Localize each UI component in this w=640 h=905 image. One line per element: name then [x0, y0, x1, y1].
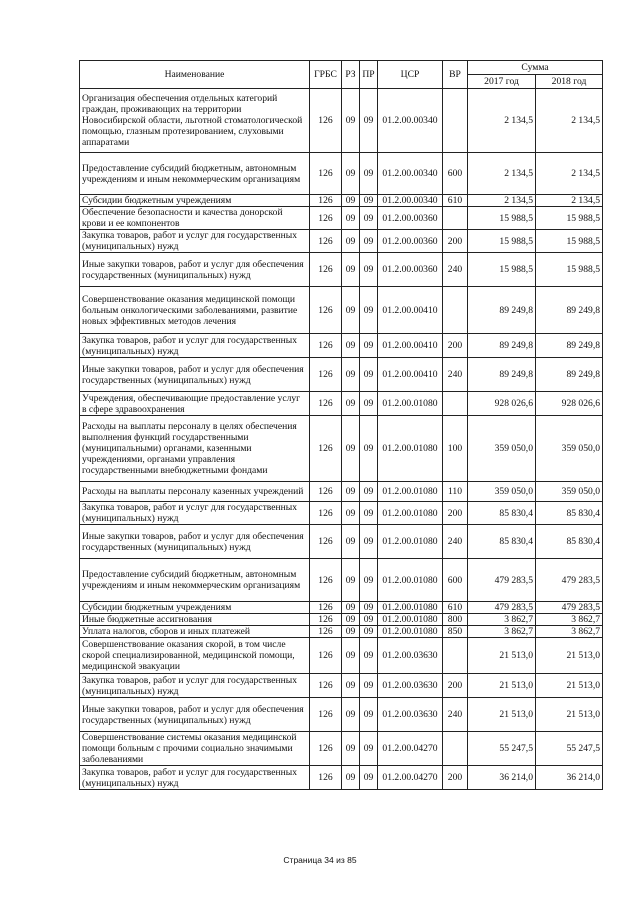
row-grbs: 126	[310, 626, 342, 638]
row-sum-2017: 928 026,6	[468, 392, 536, 416]
row-grbs: 126	[310, 766, 342, 790]
row-pr: 09	[360, 416, 378, 482]
row-rz: 09	[342, 674, 360, 698]
row-sum-2018: 2 134,5	[536, 89, 603, 153]
row-name: Иные бюджетные ассигнования	[80, 614, 310, 626]
row-pr: 09	[360, 207, 378, 230]
header-2018: 2018 год	[536, 75, 603, 89]
row-grbs: 126	[310, 602, 342, 614]
row-name: Иные закупки товаров, работ и услуг для обеспечения государственных (муниципальных) нужд	[80, 525, 310, 559]
row-name: Расходы на выплаты персоналу казенных учреждений	[80, 482, 310, 502]
row-sum-2018: 36 214,0	[536, 766, 603, 790]
table-row	[80, 602, 603, 614]
row-sum-2018: 89 249,8	[536, 287, 603, 334]
header-sum: Сумма	[468, 61, 603, 75]
row-vr: 600	[443, 153, 468, 195]
row-rz: 09	[342, 502, 360, 525]
row-sum-2017: 479 283,5	[468, 602, 536, 614]
row-csr: 01.2.00.00340	[378, 89, 443, 153]
row-sum-2017: 15 988,5	[468, 207, 536, 230]
row-grbs: 126	[310, 153, 342, 195]
row-vr: 240	[443, 698, 468, 732]
row-sum-2017: 479 283,5	[468, 559, 536, 602]
row-sum-2018: 55 247,5	[536, 732, 603, 766]
row-rz: 09	[342, 207, 360, 230]
row-pr: 09	[360, 358, 378, 392]
row-name: Совершенствование оказания медицинской помощи больным онкологическими заболеваниями, развитие новых эффективных методов лечения	[80, 287, 310, 334]
row-csr: 01.2.00.01080	[378, 525, 443, 559]
row-rz: 09	[342, 89, 360, 153]
row-sum-2017: 85 830,4	[468, 525, 536, 559]
row-csr: 01.2.00.00410	[378, 287, 443, 334]
row-pr: 09	[360, 766, 378, 790]
row-name: Закупка товаров, работ и услуг для государственных (муниципальных) нужд	[80, 334, 310, 358]
row-sum-2018: 928 026,6	[536, 392, 603, 416]
row-pr: 09	[360, 674, 378, 698]
row-csr: 01.2.00.01080	[378, 626, 443, 638]
row-sum-2017: 55 247,5	[468, 732, 536, 766]
row-rz: 09	[342, 602, 360, 614]
row-vr: 240	[443, 253, 468, 287]
row-csr: 01.2.00.01080	[378, 482, 443, 502]
row-vr	[443, 287, 468, 334]
row-vr: 200	[443, 766, 468, 790]
row-sum-2017: 359 050,0	[468, 416, 536, 482]
row-csr: 01.2.00.00410	[378, 334, 443, 358]
row-grbs: 126	[310, 698, 342, 732]
row-pr: 09	[360, 195, 378, 207]
table-row	[80, 626, 603, 638]
row-rz: 09	[342, 559, 360, 602]
row-sum-2017: 15 988,5	[468, 230, 536, 253]
row-csr: 01.2.00.00340	[378, 153, 443, 195]
row-grbs: 126	[310, 674, 342, 698]
header-name: Наименование	[80, 61, 310, 89]
row-rz: 09	[342, 525, 360, 559]
row-sum-2018: 89 249,8	[536, 358, 603, 392]
row-vr	[443, 392, 468, 416]
table-row	[80, 525, 603, 559]
row-sum-2018: 21 513,0	[536, 698, 603, 732]
row-grbs: 126	[310, 638, 342, 674]
row-sum-2018: 89 249,8	[536, 334, 603, 358]
row-rz: 09	[342, 416, 360, 482]
row-sum-2017: 21 513,0	[468, 674, 536, 698]
table-row	[80, 230, 603, 253]
row-rz: 09	[342, 392, 360, 416]
row-name: Обеспечение безопасности и качества донорской крови и ее компонентов	[80, 207, 310, 230]
row-grbs: 126	[310, 614, 342, 626]
row-grbs: 126	[310, 392, 342, 416]
row-rz: 09	[342, 482, 360, 502]
row-csr: 01.2.00.01080	[378, 416, 443, 482]
header-vr: ВР	[443, 61, 468, 89]
row-sum-2017: 85 830,4	[468, 502, 536, 525]
row-pr: 09	[360, 482, 378, 502]
budget-table	[79, 60, 603, 790]
row-vr	[443, 207, 468, 230]
row-sum-2017: 3 862,7	[468, 614, 536, 626]
row-pr: 09	[360, 732, 378, 766]
row-name: Иные закупки товаров, работ и услуг для обеспечения государственных (муниципальных) нужд	[80, 253, 310, 287]
row-sum-2017: 89 249,8	[468, 358, 536, 392]
row-grbs: 126	[310, 732, 342, 766]
row-name: Закупка товаров, работ и услуг для государственных (муниципальных) нужд	[80, 766, 310, 790]
row-sum-2018: 3 862,7	[536, 626, 603, 638]
table-row	[80, 195, 603, 207]
table-row	[80, 482, 603, 502]
page-footer: Страница 34 из 85	[283, 855, 357, 865]
row-csr: 01.2.00.03630	[378, 674, 443, 698]
row-pr: 09	[360, 334, 378, 358]
row-sum-2017: 89 249,8	[468, 287, 536, 334]
row-rz: 09	[342, 153, 360, 195]
row-rz: 09	[342, 287, 360, 334]
row-vr: 200	[443, 334, 468, 358]
row-pr: 09	[360, 287, 378, 334]
row-pr: 09	[360, 392, 378, 416]
row-csr: 01.2.00.00410	[378, 358, 443, 392]
row-name: Закупка товаров, работ и услуг для государственных (муниципальных) нужд	[80, 230, 310, 253]
row-vr: 100	[443, 416, 468, 482]
row-name: Иные закупки товаров, работ и услуг для обеспечения государственных (муниципальных) нужд	[80, 698, 310, 732]
row-vr	[443, 732, 468, 766]
row-grbs: 126	[310, 195, 342, 207]
table-row	[80, 358, 603, 392]
row-sum-2018: 15 988,5	[536, 230, 603, 253]
row-grbs: 126	[310, 525, 342, 559]
row-pr: 09	[360, 153, 378, 195]
table-row	[80, 766, 603, 790]
row-pr: 09	[360, 89, 378, 153]
row-csr: 01.2.00.01080	[378, 559, 443, 602]
row-grbs: 126	[310, 230, 342, 253]
table-row	[80, 334, 603, 358]
row-rz: 09	[342, 698, 360, 732]
row-name: Предоставление субсидий бюджетным, автономным учреждениям и иным некоммерческим организациям	[80, 559, 310, 602]
row-sum-2018: 21 513,0	[536, 638, 603, 674]
row-grbs: 126	[310, 358, 342, 392]
table-row	[80, 392, 603, 416]
row-pr: 09	[360, 502, 378, 525]
row-name: Закупка товаров, работ и услуг для государственных (муниципальных) нужд	[80, 674, 310, 698]
row-rz: 09	[342, 732, 360, 766]
row-sum-2017: 3 862,7	[468, 626, 536, 638]
row-name: Организация обеспечения отдельных категорий граждан, проживающих на территории Новосибирской области, льготной стоматологической помощью, глазным протезированием, слуховыми аппаратами	[80, 89, 310, 153]
row-sum-2017: 2 134,5	[468, 153, 536, 195]
row-csr: 01.2.00.01080	[378, 614, 443, 626]
row-sum-2017: 21 513,0	[468, 698, 536, 732]
table-row	[80, 287, 603, 334]
row-vr: 240	[443, 358, 468, 392]
row-sum-2017: 36 214,0	[468, 766, 536, 790]
row-name: Уплата налогов, сборов и иных платежей	[80, 626, 310, 638]
row-rz: 09	[342, 626, 360, 638]
row-sum-2017: 2 134,5	[468, 195, 536, 207]
row-vr: 110	[443, 482, 468, 502]
row-csr: 01.2.00.04270	[378, 732, 443, 766]
row-csr: 01.2.00.00360	[378, 253, 443, 287]
row-vr	[443, 638, 468, 674]
row-sum-2018: 85 830,4	[536, 502, 603, 525]
row-name: Предоставление субсидий бюджетным, автономным учреждениям и иным некоммерческим организациям	[80, 153, 310, 195]
table-row	[80, 559, 603, 602]
table-row	[80, 698, 603, 732]
row-grbs: 126	[310, 89, 342, 153]
row-csr: 01.2.00.00340	[378, 195, 443, 207]
row-name: Закупка товаров, работ и услуг для государственных (муниципальных) нужд	[80, 502, 310, 525]
header-pr: ПР	[360, 61, 378, 89]
row-csr: 01.2.00.01080	[378, 392, 443, 416]
row-grbs: 126	[310, 416, 342, 482]
row-vr: 800	[443, 614, 468, 626]
table-row	[80, 732, 603, 766]
row-sum-2018: 479 283,5	[536, 602, 603, 614]
row-pr: 09	[360, 638, 378, 674]
header-rz: РЗ	[342, 61, 360, 89]
row-pr: 09	[360, 559, 378, 602]
row-grbs: 126	[310, 207, 342, 230]
row-vr: 600	[443, 559, 468, 602]
header-grbs: ГРБС	[310, 61, 342, 89]
row-rz: 09	[342, 253, 360, 287]
row-sum-2018: 3 862,7	[536, 614, 603, 626]
row-rz: 09	[342, 358, 360, 392]
row-csr: 01.2.00.01080	[378, 602, 443, 614]
row-pr: 09	[360, 602, 378, 614]
row-name: Совершенствование системы оказания медицинской помощи больным с прочими социально значимыми заболеваниями	[80, 732, 310, 766]
row-grbs: 126	[310, 287, 342, 334]
row-name: Совершенствование оказания скорой, в том числе скорой специализированной, медицинской помощи, медицинской эвакуации	[80, 638, 310, 674]
row-sum-2018: 359 050,0	[536, 482, 603, 502]
row-sum-2018: 21 513,0	[536, 674, 603, 698]
row-rz: 09	[342, 230, 360, 253]
row-sum-2017: 359 050,0	[468, 482, 536, 502]
row-vr	[443, 89, 468, 153]
row-name: Иные закупки товаров, работ и услуг для обеспечения государственных (муниципальных) нужд	[80, 358, 310, 392]
row-name: Субсидии бюджетным учреждениям	[80, 195, 310, 207]
row-vr: 610	[443, 602, 468, 614]
row-csr: 01.2.00.04270	[378, 766, 443, 790]
row-grbs: 126	[310, 334, 342, 358]
row-sum-2018: 2 134,5	[536, 153, 603, 195]
table-row	[80, 502, 603, 525]
row-csr: 01.2.00.01080	[378, 502, 443, 525]
row-sum-2017: 89 249,8	[468, 334, 536, 358]
row-rz: 09	[342, 195, 360, 207]
row-sum-2018: 15 988,5	[536, 253, 603, 287]
row-grbs: 126	[310, 253, 342, 287]
table-row	[80, 153, 603, 195]
row-rz: 09	[342, 614, 360, 626]
row-pr: 09	[360, 614, 378, 626]
row-rz: 09	[342, 334, 360, 358]
row-rz: 09	[342, 638, 360, 674]
row-grbs: 126	[310, 482, 342, 502]
row-sum-2018: 85 830,4	[536, 525, 603, 559]
row-csr: 01.2.00.00360	[378, 207, 443, 230]
row-pr: 09	[360, 626, 378, 638]
row-name: Учреждения, обеспечивающие предоставление услуг в сфере здравоохранения	[80, 392, 310, 416]
row-pr: 09	[360, 230, 378, 253]
row-sum-2017: 21 513,0	[468, 638, 536, 674]
row-rz: 09	[342, 766, 360, 790]
row-csr: 01.2.00.03630	[378, 698, 443, 732]
table-row	[80, 614, 603, 626]
row-name: Расходы на выплаты персоналу в целях обеспечения выполнения функций государственными (муниципальными) органами, казенными учреждениями, органами управления государственными внебюджетными фондами	[80, 416, 310, 482]
header-csr: ЦСР	[378, 61, 443, 89]
table-row	[80, 416, 603, 482]
table-row	[80, 207, 603, 230]
row-pr: 09	[360, 253, 378, 287]
row-pr: 09	[360, 698, 378, 732]
row-sum-2018: 2 134,5	[536, 195, 603, 207]
row-csr: 01.2.00.00360	[378, 230, 443, 253]
table-row	[80, 89, 603, 153]
row-vr: 850	[443, 626, 468, 638]
row-grbs: 126	[310, 559, 342, 602]
table-row	[80, 674, 603, 698]
table-body	[80, 89, 603, 790]
row-grbs: 126	[310, 502, 342, 525]
row-vr: 200	[443, 674, 468, 698]
row-sum-2017: 2 134,5	[468, 89, 536, 153]
row-vr: 200	[443, 230, 468, 253]
row-vr: 200	[443, 502, 468, 525]
row-vr: 240	[443, 525, 468, 559]
row-sum-2018: 479 283,5	[536, 559, 603, 602]
header-2017: 2017 год	[468, 75, 536, 89]
row-pr: 09	[360, 525, 378, 559]
row-csr: 01.2.00.03630	[378, 638, 443, 674]
table-row	[80, 638, 603, 674]
row-sum-2018: 15 988,5	[536, 207, 603, 230]
table-row	[80, 253, 603, 287]
row-name: Субсидии бюджетным учреждениям	[80, 602, 310, 614]
row-sum-2017: 15 988,5	[468, 253, 536, 287]
row-vr: 610	[443, 195, 468, 207]
row-sum-2018: 359 050,0	[536, 416, 603, 482]
header-row	[80, 61, 603, 75]
